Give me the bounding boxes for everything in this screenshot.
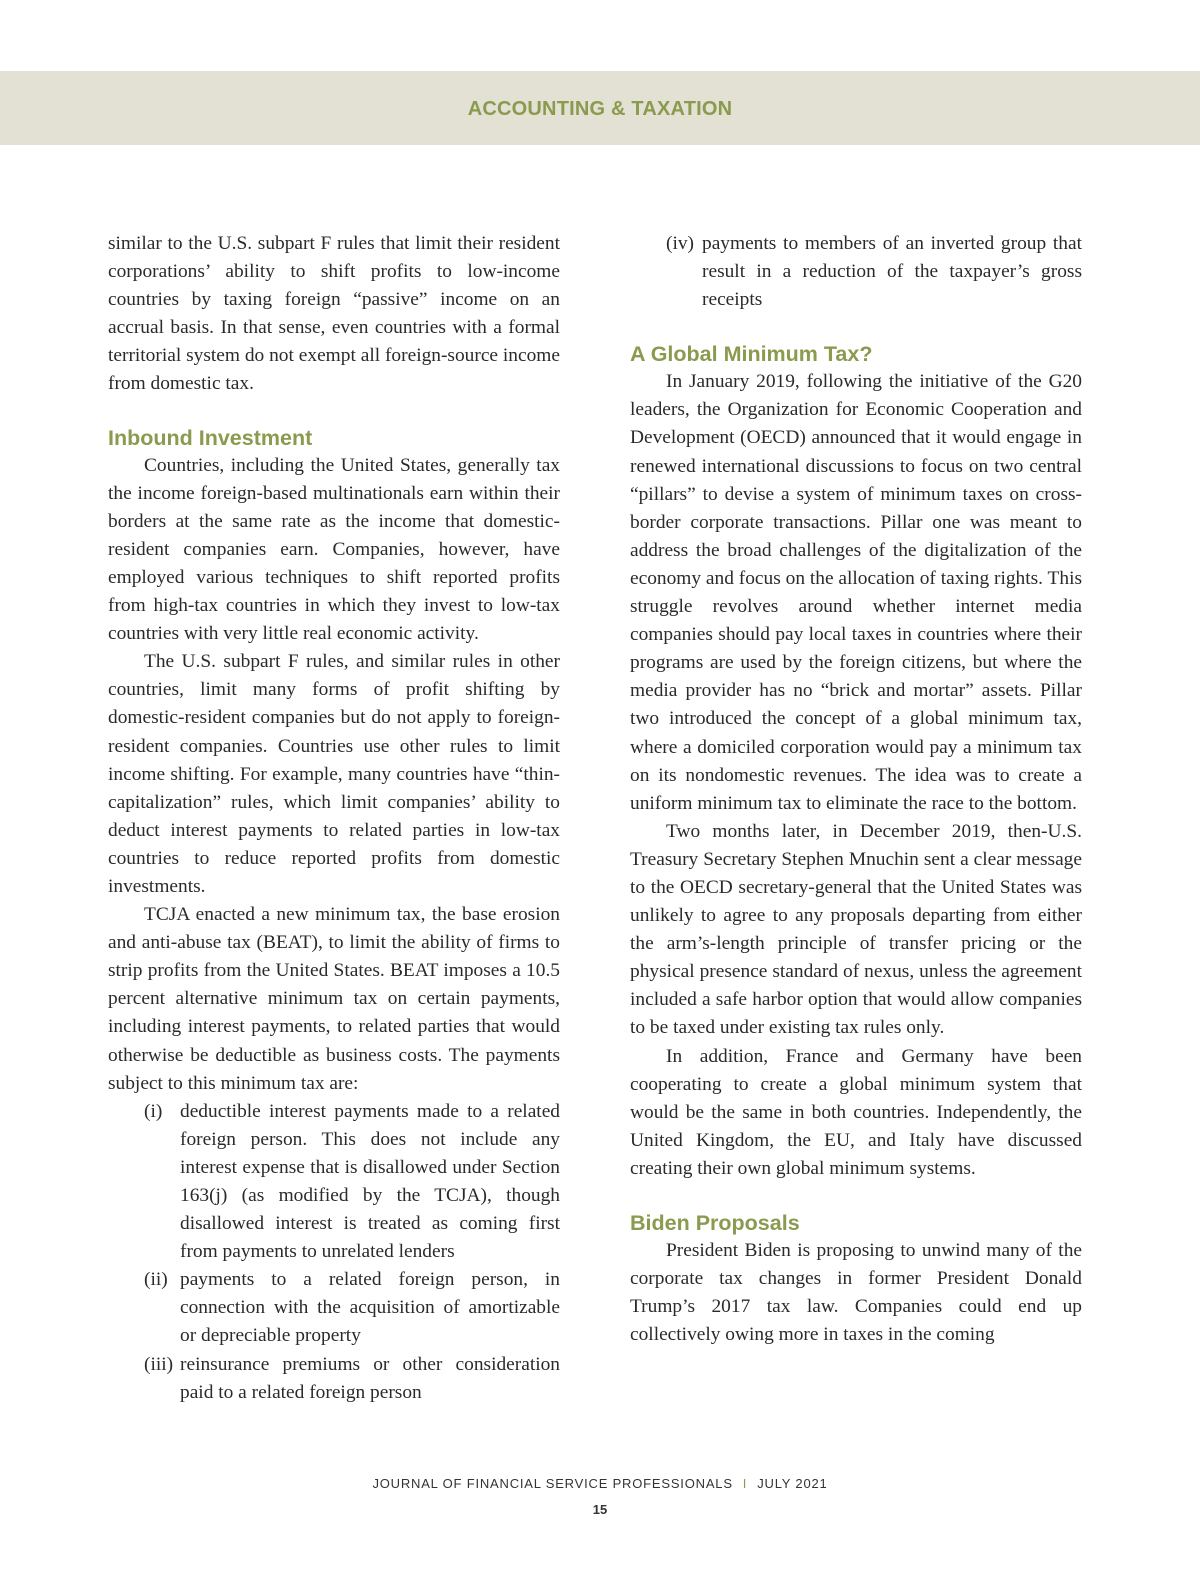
inbound-investment-heading: Inbound Investment [108,425,313,450]
global-minimum-tax-heading: A Global Minimum Tax? [630,342,873,367]
page-footer [0,1476,1200,1492]
right-column [630,230,1082,1349]
list-item-text: payments to members of an inverted group that result in a reduction of the taxpayer’s gross receipts [702,233,1082,311]
global-paragraph-3: In addition, France and Germany have been cooperating to create a global minimum system that would be the same in both countries. Independently, the United Kingdom, the EU, and Italy have discussed creating their own global minimum systems. [630,1045,1082,1179]
journal-name: JOURNAL OF FINANCIAL SERVICE PROFESSIONALS [372,1476,733,1491]
list-item-text: payments to a related foreign person, in connection with the acquisition of amortizable or depreciable property [180,1269,560,1347]
biden-paragraph-1: President Biden is proposing to unwind many of the corporate tax changes in former President Donald Trump’s 2017 tax law. Companies could end up collectively owing more in taxes in the coming [630,1240,1082,1346]
list-item-number: (iv) [666,233,694,254]
biden-proposals-heading: Biden Proposals [630,1211,800,1235]
list-item [630,230,1082,314]
footer-separator: I [742,1476,748,1491]
issue-date: JULY 2021 [757,1476,828,1491]
list-item-number: (i) [144,1100,163,1122]
list-item [108,1351,560,1407]
section-title: ACCOUNTING & TAXATION [467,98,733,120]
intro-paragraph: similar to the U.S. subpart F rules that limit their resident corporations’ ability to shift profits to low-income countries by taxing foreign “passive” income on an accrual basis. In that sense, even countries with a formal territorial system do not exempt all foreign-source income from domestic tax. [108,233,560,395]
list-item-text: deductible interest payments made to a related foreign person. This does not include any interest expense that is disallowed under Section 163(j) (as modified by the TCJA), though disallowed interest is treated as coming first from payments to unrelated lenders [180,1100,560,1263]
list-item-text: reinsurance premiums or other consideration paid to a related foreign person [180,1353,560,1403]
page-number: 15 [592,1502,608,1517]
inbound-paragraph-3: TCJA enacted a new minimum tax, the base erosion and anti-abuse tax (BEAT), to limit the ability of firms to strip profits from the United States. BEAT imposes a 10.5 percent alternative minimum tax on certain payments, including interest payments, to related parties that would otherwise be deductible as business costs. The payments subject to this minimum tax are: [108,904,560,1094]
list-item-number: (iii) [144,1353,174,1375]
inbound-paragraph-2: The U.S. subpart F rules, and similar rules in other countries, limit many forms of profit shifting by domestic-resident companies but do not apply to foreign-resident companies. Countries use other rules to limit income shifting. For example, many countries have “thin-capitalization” rules, which limit companies’ ability to deduct interest payments to related parties in low-tax countries to reduce reported profits from domestic investments. [108,651,560,897]
inbound-paragraph-1: Countries, including the United States, generally tax the income foreign-based multinationals earn within their borders at the same rate as the income that domestic-resident companies earn. Companies, however, have employed various techniques to shift reported profits from high-tax countries in which they invest to low-tax countries with very little real economic activity. [108,454,560,645]
left-column [108,230,560,1407]
list-item [108,1098,560,1267]
global-paragraph-1: In January 2019, following the initiative of the G20 leaders, the Organization for Economic Cooperation and Development (OECD) announced that it would engage in renewed international discussions to focus on two central “pillars” to devise a system of minimum taxes on cross-border corporate transactions. Pillar one was meant to address the broad challenges of the digitalization of the economy and focus on the allocation of taxing rights. This struggle revolves around whether internet media companies should pay local taxes in countries where their programs are used by the foreign citizens, but where the media provider has no “brick and mortar” assets. Pillar two introduced the concept of a global minimum tax, where a domiciled corporation would pay a minimum tax on its nondomestic revenues. The idea was to create a uniform minimum tax to eliminate the race to the bottom. [630,371,1082,814]
list-item-number: (ii) [144,1269,168,1291]
global-paragraph-2: Two months later, in December 2019, then-U.S. Treasury Secretary Stephen Mnuchin sent a clear message to the OECD secretary-general that the United States was unlikely to agree to any proposals departing from either the arm’s-length principle of transfer pricing or the physical presence standard of nexus, unless the agreement included a safe harbor option that would allow companies to be taxed under existing tax rules only. [630,820,1082,1039]
list-item [108,1266,560,1350]
